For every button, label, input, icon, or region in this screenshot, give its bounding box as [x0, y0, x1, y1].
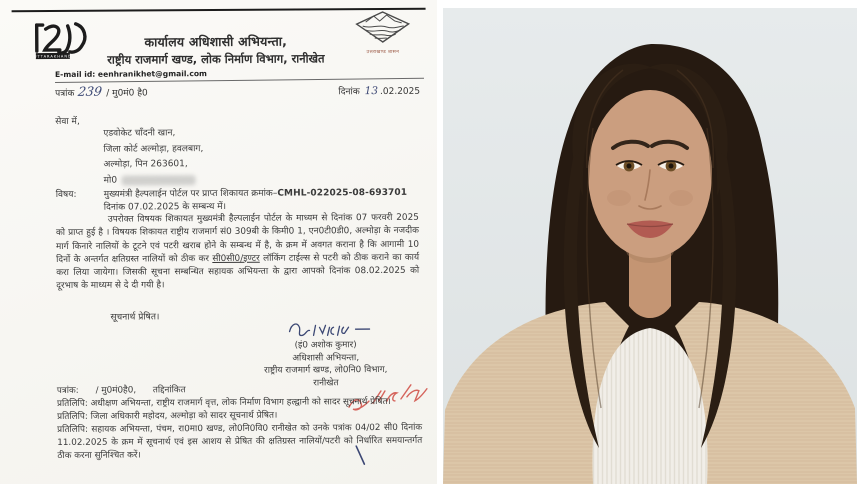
signature-block — [230, 319, 420, 391]
signatory-name: (इं0 अशोक कुमार) — [294, 340, 357, 351]
subject-pre: मुख्यमंत्री हैल्पलाईन पोर्टल पर प्राप्त शिकायत क्रमांक– — [103, 188, 278, 200]
footer-ref-mid: / मु0मं0है0, — [95, 385, 137, 396]
signature-scribble-icon — [285, 319, 375, 340]
uttarakhand-emblem-icon — [354, 10, 412, 44]
complaint-number: CMHL-022025-08-693701 — [277, 187, 408, 199]
addressee-address-2: अल्मोड़ा, पिन 263601, — [103, 159, 188, 170]
signatory-dept: राष्ट्रीय राजमार्ग खण्ड, लो0नि0 विभाग, — [264, 365, 388, 376]
addressee-mobile — [104, 173, 204, 189]
subject-text — [104, 187, 415, 215]
subject-label: विषय: — [55, 189, 77, 200]
body-part-2: लॉकिंग टाईल्स से पटरी को ठीक कराने का कार्य करा लिया जायेगा। जिसकी सूचना सम्बन्धित सहायक अभियन्ता के द्वारा आपको दिनांक 08.02.2025 को दूरभाष के माध्यम से दे दी गयी है। — [56, 252, 420, 292]
addressee-address-1: जिला कोर्ट अल्मोड़ा, हवलबाग, — [103, 143, 204, 155]
footer-ref-label: पत्रांक: — [56, 385, 79, 396]
letter-date — [338, 84, 420, 97]
body-part-1: उपरोक्त विषयक शिकायत मुख्यमंत्री हैल्पलाईन पोर्टल के माध्यम से दिनांक 07 फरवरी 2025 को प्राप्त हुई है । विषयक शिकायत राष्ट्रीय राजमार्ग सं0 309बी के किमी0 1, एन0टी0डी0, अल्मोड़ा के नजदीक मार्ग किनारे नालियों के टूटने एवं पटरी खराब होने के सम्बन्ध में है, के क्रम में अवगत कराना है कि आगामी 10 दिनों के अन्तर्गत क्षतिग्रस्त नालियों को ठीक कर — [55, 212, 420, 265]
email-id: E-mail id: eenhranikhet@gmail.com — [54, 69, 207, 79]
date-rest: .02.2025 — [379, 86, 421, 98]
ref-suffix: / मु0मं0 है0 — [106, 88, 148, 99]
portrait-illustration — [443, 8, 857, 484]
salutation: सेवा में, — [55, 116, 80, 127]
forwarded-note: सूचनार्थ प्रेषित। — [110, 312, 160, 323]
ref-number-handwritten: 239 — [77, 83, 104, 99]
copy-line-2: प्रतिलिपि: जिला अधिकारी महोदय, अल्मोड़ा को सादर सूचनार्थ प्रेषित। — [57, 410, 278, 423]
copy-line-3: प्रतिलिपि: सहायक अभियन्ता, पंचम, रा0मा0 खण्ड, लो0नि0वि0 रानीखेत को उनके पत्रांक 04/02 सी0 दिनांक 11.02.2025 के क्रम में सूचनार्थ एवं इस आशय से प्रेषित की क्षतिग्रस्त नालियों/पटरी को निर्धारित समयान्तर्गत ठीक करना सुनिश्चित करें। — [57, 423, 423, 462]
mobile-label: मो0 — [103, 175, 118, 186]
body-underlined-phrase: सी0सी0/इण्टर — [212, 253, 260, 264]
pwd-logo-caption: UTTARAKHAND — [33, 54, 72, 59]
ref-label: पत्रांक — [55, 88, 75, 99]
date-day-handwritten: 13 — [364, 85, 379, 98]
addressee-block — [103, 126, 203, 189]
signatory-title: अधिशासी अभियन्ता, — [292, 352, 360, 364]
date-label: दिनांक — [338, 87, 360, 98]
letter-body — [56, 212, 419, 294]
subject-post: दिनांक 07.02.2025 के सम्बन्ध में। — [103, 201, 227, 213]
copy-line-1: प्रतिलिपि: अधीक्षण अभियन्ता, राष्ट्रीय राजमार्ग वृत्त, लोक निर्माण विभाग हल्द्वानी को सादर सूचनार्थ प्रेषित। — [56, 397, 391, 410]
footer-ref-dated: तद्दिनांकित — [152, 385, 186, 396]
addressee-name: एडवोकेट चाँदनी खान, — [103, 128, 176, 139]
letterhead — [91, 32, 341, 68]
office-name: कार्यालय अधिशासी अभियन्ता, — [144, 33, 288, 50]
redacted-phone-number — [122, 175, 196, 185]
pwd-uttarakhand-logo-icon — [30, 20, 96, 62]
emblem-caption: उत्तराखण्ड शासन — [366, 49, 400, 56]
office-division: राष्ट्रीय राजमार्ग खण्ड, लोक निर्माण विभाग, रानीखेत — [107, 51, 325, 67]
photo-panel — [437, 0, 860, 484]
signatory-place: रानीखेत — [313, 378, 339, 389]
woman-portrait-photo — [443, 8, 857, 484]
reference-row — [55, 82, 420, 99]
state-emblem — [346, 10, 420, 55]
blue-pen-mark-icon — [353, 444, 367, 466]
distribution-block — [57, 383, 422, 464]
subject-row — [56, 187, 415, 215]
